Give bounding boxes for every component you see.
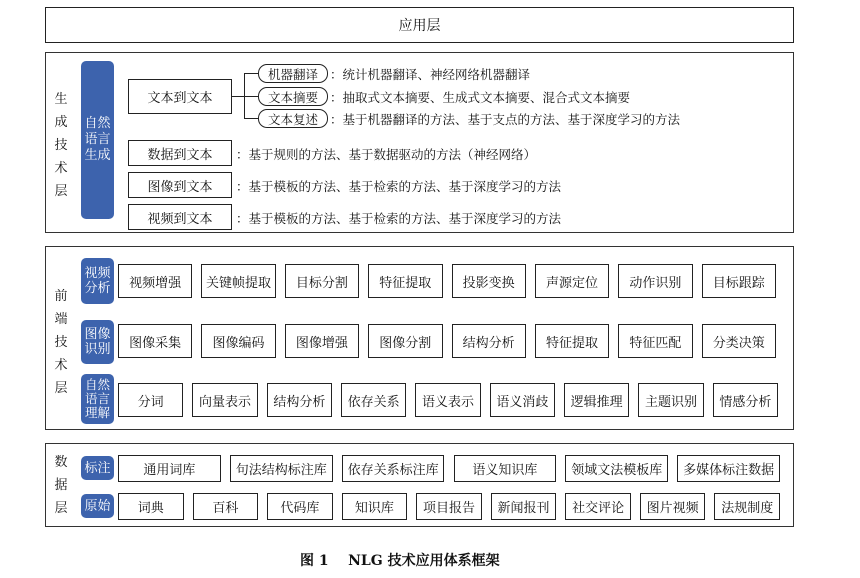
tech-item-box <box>342 455 445 482</box>
tech-item-box <box>677 455 780 482</box>
tech-item-box <box>452 324 526 358</box>
tech-item-box <box>201 324 275 358</box>
connector-line <box>244 118 258 119</box>
label-char: 成 <box>54 115 68 130</box>
frontend-layer-label <box>53 285 69 400</box>
tech-item-box <box>564 383 629 417</box>
tech-item-box <box>118 455 221 482</box>
tech-item-box <box>285 324 359 358</box>
tech-item-label: 语义知识库 <box>472 463 538 478</box>
tech-item-label: 多媒体标注数据 <box>683 463 775 478</box>
tech-item-label: 图片视频 <box>646 501 699 516</box>
tech-item-box <box>118 264 192 298</box>
tech-item-box <box>702 324 776 358</box>
row-label: 图像到文本 <box>147 179 213 195</box>
badge-label: 视频分析 <box>84 266 111 296</box>
generation-layer-label <box>53 88 69 203</box>
tech-item-box <box>618 264 692 298</box>
tech-item-label: 语义消歧 <box>496 394 549 410</box>
label-char: 数 <box>54 455 68 470</box>
tech-item-label: 动作识别 <box>629 275 682 291</box>
data-to-text-desc: ：基于规则的方法、基于数据驱动的方法（神经网络） <box>236 147 537 162</box>
text-to-text-box <box>128 79 232 114</box>
application-layer-box <box>45 7 794 43</box>
tech-item-label: 依存关系标注库 <box>347 463 439 478</box>
tech-item-label: 百科 <box>212 501 239 516</box>
tech-item-box <box>368 264 442 298</box>
annotated-badge <box>81 456 114 480</box>
pill-label: 文本摘要 <box>267 89 318 105</box>
tech-item-label: 语义表示 <box>421 394 474 410</box>
tech-item-box <box>416 493 482 520</box>
tech-item-label: 项目报告 <box>422 501 475 516</box>
tech-item-label: 声源定位 <box>546 275 599 291</box>
data-to-text-box <box>128 140 232 166</box>
tech-item-box <box>713 383 778 417</box>
tech-item-label: 视频增强 <box>129 275 182 291</box>
image-to-text-desc: ：基于模板的方法、基于检索的方法、基于深度学习的方法 <box>236 179 562 194</box>
raw-badge <box>81 494 114 518</box>
label-char: 据 <box>54 478 68 493</box>
text-summary-pill <box>258 87 328 106</box>
tech-item-label: 目标分割 <box>295 275 348 291</box>
tech-item-box <box>342 493 408 520</box>
tech-item-label: 图像采集 <box>129 335 182 351</box>
tech-item-box <box>230 455 333 482</box>
data-layer-label <box>53 451 69 520</box>
label-char: 术 <box>54 358 68 373</box>
tech-item-label: 社交评论 <box>572 501 625 516</box>
row-label: 视频到文本 <box>147 211 213 227</box>
tech-item-label: 关键帧提取 <box>206 275 272 291</box>
tech-item-label: 图像增强 <box>295 335 348 351</box>
badge-label: 原始 <box>84 498 111 514</box>
tech-item-box <box>638 383 703 417</box>
label-char: 技 <box>54 335 68 350</box>
paraphrase-pill <box>258 109 328 128</box>
tech-item-label: 法规制度 <box>721 501 774 516</box>
row-label: 数据到文本 <box>147 147 213 163</box>
tech-item-label: 词典 <box>137 501 164 516</box>
tech-item-box <box>192 383 257 417</box>
tech-item-box <box>415 383 480 417</box>
tech-item-label: 代码库 <box>280 501 320 516</box>
label-char: 层 <box>54 501 68 516</box>
tech-item-label: 逻辑推理 <box>570 394 623 410</box>
tech-item-label: 图像编码 <box>212 335 265 351</box>
badge-label: 标注 <box>84 460 111 476</box>
tech-item-box <box>491 493 557 520</box>
tech-item-label: 结构分析 <box>273 394 326 410</box>
connector-line <box>244 73 258 74</box>
tech-item-label: 句法结构标注库 <box>235 463 327 478</box>
video-to-text-desc: ：基于模板的方法、基于检索的方法、基于深度学习的方法 <box>236 211 562 226</box>
tech-item-label: 新闻报刊 <box>497 501 550 516</box>
tech-item-label: 结构分析 <box>462 335 515 351</box>
figure-caption: 图 1 NLG 技术应用体系框架 <box>300 553 500 569</box>
label-char: 层 <box>54 184 68 199</box>
tech-item-label: 特征提取 <box>379 275 432 291</box>
tech-item-label: 主题识别 <box>644 394 697 410</box>
label-char: 前 <box>54 289 68 304</box>
tech-item-label: 情感分析 <box>719 394 772 410</box>
tech-item-box <box>490 383 555 417</box>
tech-item-box <box>565 493 631 520</box>
tech-item-label: 通用词库 <box>143 463 196 478</box>
nlg-badge-label: 自然语言生成 <box>84 116 111 163</box>
badge-label: 自然语言理解 <box>84 377 110 420</box>
application-layer-label: 应用层 <box>398 18 441 34</box>
tech-item-label: 图像分割 <box>379 335 432 351</box>
label-char: 术 <box>54 161 68 176</box>
label-char: 层 <box>54 381 68 396</box>
tech-item-label: 知识库 <box>354 501 394 516</box>
tech-item-box <box>452 264 526 298</box>
tech-item-label: 领域文法模板库 <box>571 463 663 478</box>
tech-item-label: 分词 <box>137 394 164 410</box>
badge-label: 图像识别 <box>84 327 111 357</box>
tech-item-box <box>702 264 776 298</box>
tech-item-box <box>285 264 359 298</box>
tech-item-box <box>341 383 406 417</box>
tech-item-box <box>618 324 692 358</box>
tech-item-label: 分类决策 <box>712 335 765 351</box>
tech-item-box <box>565 455 668 482</box>
label-char: 端 <box>54 312 68 327</box>
tech-item-label: 特征提取 <box>546 335 599 351</box>
machine-translation-desc: ：统计机器翻译、神经网络机器翻译 <box>330 67 531 82</box>
label-char: 生 <box>54 92 68 107</box>
video-analysis-badge <box>81 258 114 304</box>
pill-label: 机器翻译 <box>267 66 318 82</box>
tech-item-label: 向量表示 <box>198 394 251 410</box>
nlg-badge <box>81 61 114 219</box>
tech-item-box <box>118 493 184 520</box>
tech-item-box <box>368 324 442 358</box>
nlu-badge <box>81 374 114 424</box>
tech-item-box <box>118 383 183 417</box>
paraphrase-desc: ：基于机器翻译的方法、基于支点的方法、基于深度学习的方法 <box>330 112 681 127</box>
tech-item-box <box>201 264 275 298</box>
tech-item-box <box>535 324 609 358</box>
connector-line <box>244 96 258 97</box>
text-to-text-label: 文本到文本 <box>147 91 213 106</box>
tech-item-label: 目标跟踪 <box>712 275 765 291</box>
tech-item-box <box>267 493 333 520</box>
text-summary-desc: ：抽取式文本摘要、生成式文本摘要、混合式文本摘要 <box>330 90 631 105</box>
tech-item-label: 特征匹配 <box>629 335 682 351</box>
tech-item-box <box>714 493 780 520</box>
tech-item-box <box>118 324 192 358</box>
image-to-text-box <box>128 172 232 198</box>
image-recognition-badge <box>81 320 114 364</box>
label-char: 技 <box>54 138 68 153</box>
pill-label: 文本复述 <box>267 111 318 127</box>
machine-translation-pill <box>258 64 328 83</box>
tech-item-box <box>267 383 332 417</box>
tech-item-box <box>454 455 557 482</box>
tech-item-label: 依存关系 <box>347 394 400 410</box>
tech-item-box <box>193 493 259 520</box>
tech-item-label: 投影变换 <box>462 275 515 291</box>
tech-item-box <box>640 493 706 520</box>
video-to-text-box <box>128 204 232 230</box>
tech-item-box <box>535 264 609 298</box>
